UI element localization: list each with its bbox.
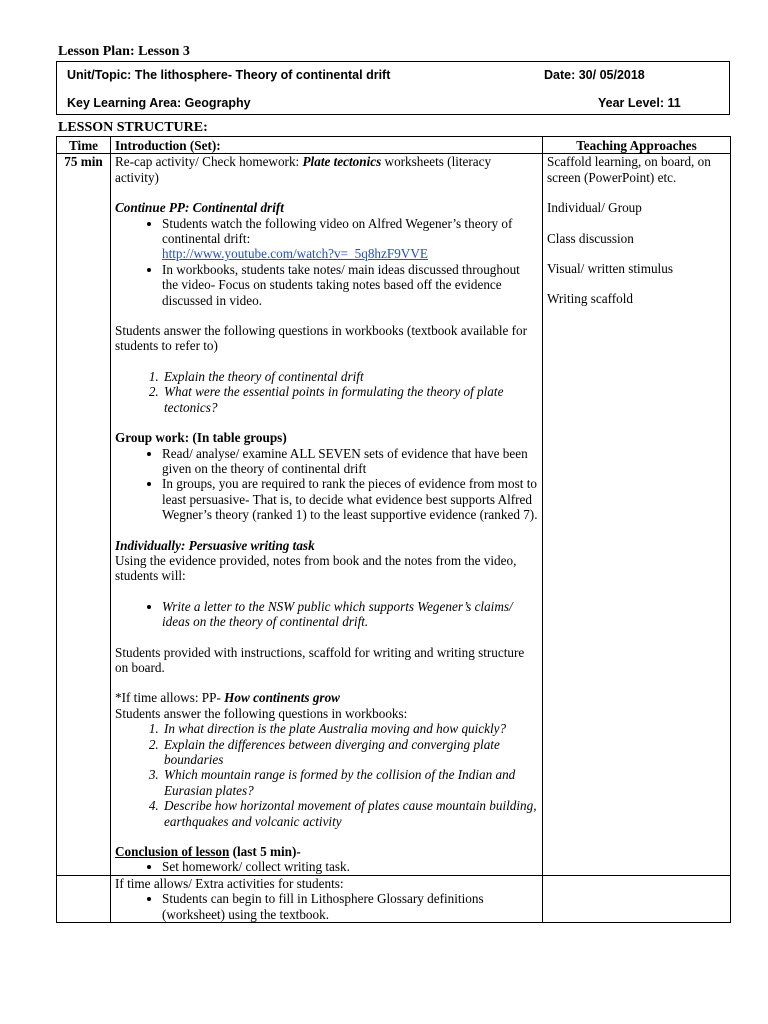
header-time: Time [57,137,111,154]
table-header-row [57,137,731,154]
info-box [56,61,730,115]
video-bullet-text: Students watch the following video on Alfred Wegener’s theory of continental drift: [162,215,513,247]
unit-topic: Unit/Topic: The lithosphere- Theory of continental drift [67,68,391,82]
table-row [57,154,731,875]
individual-intro: Using the evidence provided, notes from book and the notes from the video, students will: [115,552,517,584]
teaching-approaches-cell [543,154,731,875]
list-item: • Students can begin to fill in Lithosphere Glossary definitions (worksheet) using the textbook. [162,891,538,922]
questions-list-1 [115,369,538,415]
approach-item: Individual/ Group [547,200,642,216]
video-bullets [115,216,538,308]
list-item: 2. Explain the differences between diverging and converging plate boundaries [162,737,538,768]
recap-suffix: worksheets (literacy activity) [115,154,492,185]
empty-approaches-cell [543,875,731,922]
conclusion-underlined: Conclusion of lesson [115,844,230,860]
conclusion-heading [115,844,538,859]
lesson-content-cell [111,154,543,875]
approach-item: Class discussion [547,230,634,246]
recap-prefix: Re-cap activity/ Check homework: [115,154,303,170]
group-bullets [115,446,538,523]
header-introduction: Introduction (Set): [111,137,543,154]
list-item: 1. Explain the theory of continental drift [162,369,538,384]
list-item [162,216,538,262]
if-time-line [115,690,538,705]
extra-bullets [115,891,538,922]
extra-activities-cell [111,875,543,922]
approach-item: Scaffold learning, on board, on screen (PowerPoint) etc. [547,154,711,185]
list-item: 2. What were the essential points in formulating the theory of plate tectonics? [162,384,538,415]
approach-item: Writing scaffold [547,291,634,307]
list-item: • Set homework/ collect writing task. [162,859,538,874]
approach-item: Visual/ written stimulus [547,261,673,277]
key-learning-area: Key Learning Area: Geography [67,96,251,110]
doc-title: Lesson Plan: Lesson 3 [58,44,190,59]
section-heading: LESSON STRUCTURE: [58,120,208,135]
list-item: • In workbooks, students take notes/ main ideas discussed throughout the video- Focus on students taking notes based off the evidence discussed in video. [162,262,538,308]
extra-intro: If time allows/ Extra activities for students: [115,875,344,891]
conclusion-suffix: (last 5 min)- [229,844,301,860]
if-time-emphasis: How continents grow [224,690,340,706]
time-cell: 75 min [57,154,111,875]
letter-bullets [115,599,538,630]
video-link[interactable]: http://www.youtube.com/watch?v=_5q8hzF9VVE [162,246,428,262]
lesson-date: Date: 30/ 05/2018 [544,68,645,82]
conclusion-bullets [115,859,538,874]
questions-list-2 [115,721,538,829]
list-item: 4. Describe how horizontal movement of plates cause mountain building, earthquakes and volcanic activity [162,798,538,829]
group-heading: Group work: (In table groups) [115,430,287,446]
list-item: 1. In what direction is the plate Australia moving and how quickly? [162,721,538,736]
list-item: • Read/ analyse/ examine ALL SEVEN sets of evidence that have been given on the theory of continental drift [162,446,538,477]
individual-heading: Individually: Persuasive writing task [115,537,315,553]
table-row [57,875,731,922]
answer-intro: Students answer the following questions in workbooks (textbook available for students to refer to) [115,323,528,354]
answer-intro-2: Students answer the following questions in workbooks: [115,705,408,721]
header-teaching-approaches: Teaching Approaches [543,137,731,154]
recap-emphasis: Plate tectonics [302,154,382,170]
year-level: Year Level: 11 [598,96,681,110]
recap-line [115,154,538,185]
list-item: 3. Which mountain range is formed by the collision of the Indian and Eurasian plates? [162,767,538,798]
empty-time-cell [57,875,111,922]
continue-heading: Continue PP: Continental drift [115,200,284,216]
list-item: • Write a letter to the NSW public which supports Wegener’s claims/ ideas on the theory of continental drift. [162,599,538,630]
list-item: • In groups, you are required to rank the pieces of evidence from most to least persuasive- That is, to decide what evidence best supports Alfred Wegner’s theory (ranked 1) to the least supportive evidence (ranked 7). [162,476,538,522]
if-time-prefix: *If time allows: PP- [115,690,225,706]
lesson-structure-table [56,136,731,923]
scaffold-text: Students provided with instructions, scaffold for writing and writing structure on board. [115,644,525,675]
